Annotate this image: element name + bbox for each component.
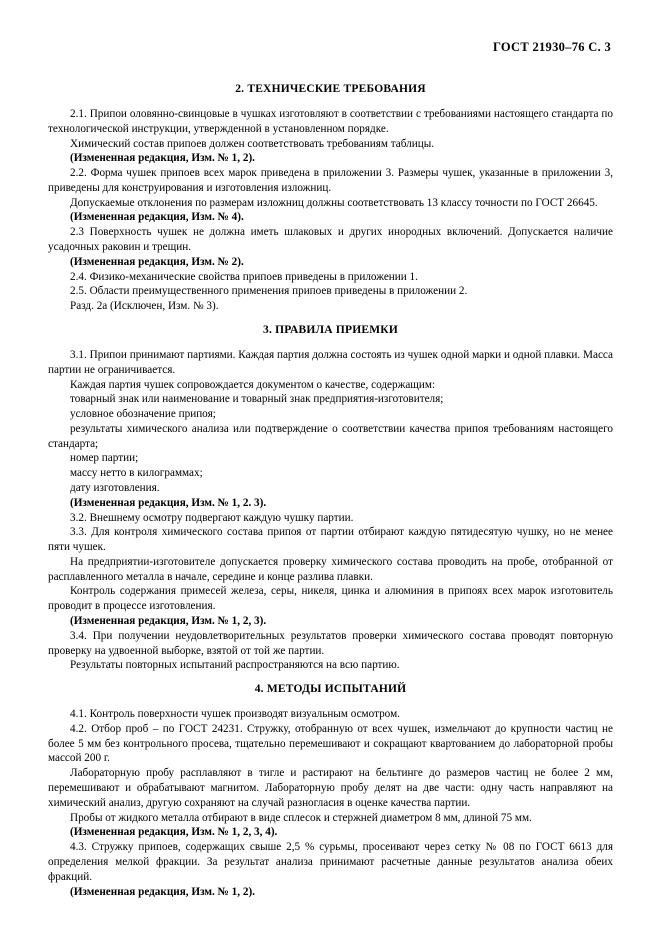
paragraph: товарный знак или наименование и товарный знак предприятия-изготовителя; xyxy=(70,393,444,406)
section-title: 4. МЕТОДЫ ИСПЫТАНИЙ xyxy=(254,683,407,696)
paragraph-revision-note: (Измененная редакция, Изм. № 2). xyxy=(70,255,244,268)
paragraph: Результаты повторных испытаний распространяются на всю партию. xyxy=(70,659,400,672)
paragraph: 2.2. Форма чушек припоев всех марок приведена в приложении 3. Размеры чушек, указанные в приложении 3, приведены для конструирования и изготовления изложниц. xyxy=(48,167,613,194)
paragraph: 3.2. Внешнему осмотру подвергают каждую чушку партии. xyxy=(70,511,354,524)
paragraph: 3.4. При получении неудовлетворительных результатов проверки химического состава проводят повторную проверку на удвоенной выборке, взятой от той же партии. xyxy=(48,629,613,657)
page-header: ГОСТ 21930–76 С. 3 xyxy=(492,40,611,54)
section-acceptance-rules xyxy=(48,324,613,673)
paragraph: На предприятии-изготовителе допускается проверку химического состава проводить на пробе, отобранной от расплавленного металла в начале, середине и конце разлива плавки. xyxy=(48,555,613,583)
paragraph: 4.1. Контроль поверхности чушек производят визуальным осмотром. xyxy=(70,708,400,721)
section-title: 2. ТЕХНИЧЕСКИЕ ТРЕБОВАНИЯ xyxy=(235,83,426,95)
paragraph-revision-note: (Измененная редакция, Изм. № 1, 2, 3). xyxy=(70,615,267,627)
spacer xyxy=(48,673,613,683)
paragraph: Разд. 2а (Исключен, Изм. № 3). xyxy=(70,300,219,313)
paragraph: Пробы от жидкого металла отбирают в виде сплесок и стержней диаметром 8 мм, длиной 75 мм. xyxy=(70,811,532,824)
paragraph: дату изготовления. xyxy=(70,481,160,494)
paragraph: номер партии; xyxy=(70,452,139,465)
paragraph: 2.3 Поверхность чушек не должна иметь шлаковых и других инородных включений. Допускается наличие усадочных раковин и трещин. xyxy=(48,226,613,254)
paragraph: 4.3. Стружку припоев, содержащих свыше 2,5 % сурьмы, просеивают через сетку № 08 по ГОСТ 6613 для определения мелкой фракции. За результат анализа принимают расчетные данные результатов анализа обеих фракций. xyxy=(48,841,613,883)
paragraph-revision-note: (Измененная редакция, Изм. № 1, 2). xyxy=(70,152,255,165)
paragraph-revision-note: (Измененная редакция, Изм. № 4). xyxy=(70,211,244,224)
paragraph: массу нетто в килограммах; xyxy=(70,467,203,480)
paragraph: 3.1. Припои принимают партиями. Каждая партия должна состоять из чушек одной марки и одной плавки. Масса партии не ограничивается. xyxy=(48,348,613,376)
section-test-methods xyxy=(48,683,613,899)
paragraph-revision-note: (Измененная редакция, Изм. № 1, 2. 3). xyxy=(70,496,267,509)
section-title: 3. ПРАВИЛА ПРИЕМКИ xyxy=(263,323,398,336)
paragraph: 2.4. Физико-механические свойства припоев приведены в приложении 1. xyxy=(70,270,418,283)
paragraph-revision-note: (Измененная редакция, Изм. № 1, 2). xyxy=(70,885,255,898)
paragraph: Допускаемые отклонения по размерам изложниц должны соответствовать 13 классу точности по ГОСТ 26645. xyxy=(70,196,598,209)
paragraph: 2.5. Области преимущественного применения припоев приведены в приложении 2. xyxy=(70,285,468,298)
paragraph: 2.1. Припои оловянно-свинцовые в чушках изготовляют в соответствии с требованиями настоящего стандарта по технологической инструкции, утвержденной в установленном порядке. xyxy=(48,108,613,135)
paragraph: Контроль содержания примесей железа, серы, никеля, цинка и алюминия в припоях всех марок изготовитель проводит в процессе изготовления. xyxy=(48,585,613,613)
paragraph: Лабораторную пробу расплавляют в тигле и растирают на бельтинге до размеров частиц не более 2 мм, перемешивают и обрабатывают магнитом. Лабораторную пробу делят на две части: одну часть направляют на химический анализ, другую сохраняют на случай разногласия в оценке качества партии. xyxy=(48,767,613,809)
spacer xyxy=(48,314,613,324)
section-technical-requirements xyxy=(48,83,613,314)
paragraph: результаты химического анализа или подтверждение о соответствии качества припоя требованиям настоящего стандарта; xyxy=(48,422,613,450)
paragraph: условное обозначение припоя; xyxy=(70,408,216,421)
paragraph: Каждая партия чушек сопровождается документом о качестве, содержащим: xyxy=(70,378,436,391)
paragraph: Химический состав припоев должен соответствовать требованиям таблицы. xyxy=(70,137,435,150)
paragraph: 4.2. Отбор проб – по ГОСТ 24231. Стружку, отобранную от всех чушек, измельчают до крупности частиц не более 5 мм без контрольного просева, тщательно перемешивают и сокращают квартованием до лабораторной пробы массой 200 г. xyxy=(48,722,613,765)
paragraph: 3.3. Для контроля химического состава припоя от партии отбирают каждую пятидесятую чушку, но не менее пяти чушек. xyxy=(48,526,613,554)
paragraph-revision-note: (Измененная редакция, Изм. № 1, 2, 3, 4). xyxy=(70,826,278,839)
